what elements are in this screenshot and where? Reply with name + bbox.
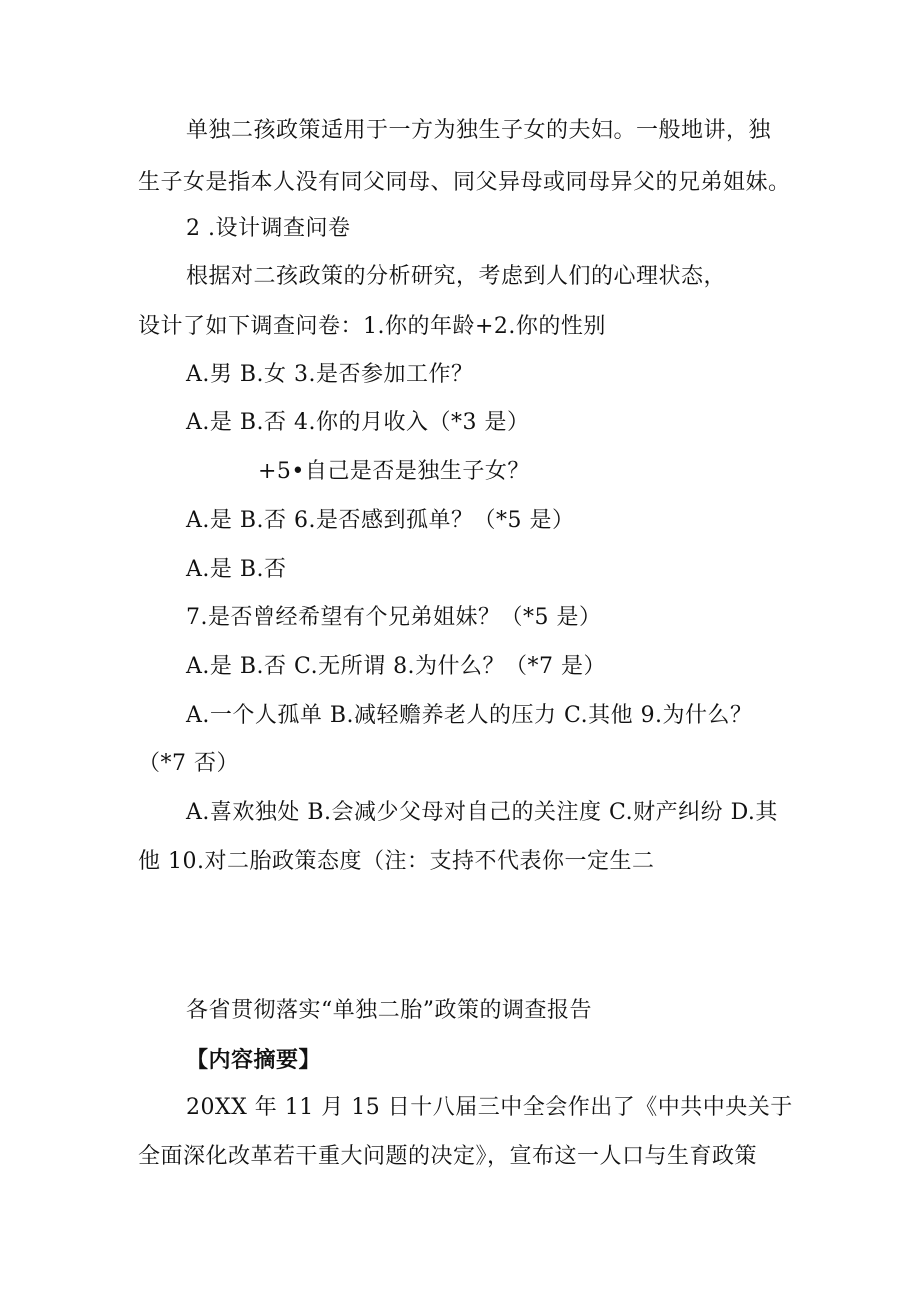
section-heading: 2 .设计调查问卷 — [186, 216, 351, 241]
question-line-6: 7.是否曾经希望有个兄弟姐妹？（*5 是） — [186, 605, 602, 630]
question-line-3: +5•自己是否是独生子女？ — [258, 459, 530, 484]
paragraph-line-2: 生子女是指本人没有同父同母、同父异母或同母异父的兄弟姐妹。 — [138, 170, 791, 195]
question-line-7: A.是 B.否 C.无所谓 8.为什么？（*7 是） — [186, 654, 607, 679]
summary-heading: 【内容摘要】 — [186, 1047, 322, 1073]
question-line-5: A.是 B.否 — [186, 557, 287, 582]
question-line-4: A.是 B.否 6.是否感到孤单？（*5 是） — [186, 508, 575, 533]
question-line-8: A.一个人孤单 B.减轻赡养老人的压力 C.其他 9.为什么？ — [186, 703, 753, 728]
paragraph-line-4: 设计了如下调查问卷：1.你的年龄+2.你的性别 — [138, 314, 606, 339]
question-line-2: A.是 B.否 4.你的月收入（*3 是） — [186, 410, 530, 435]
summary-line-1: 20XX 年 11 月 15 日十八届三中全会作出了《中共中央关于 — [186, 1095, 793, 1120]
question-line-11: 他 10.对二胎政策态度（注：支持不代表你一定生二 — [138, 849, 655, 874]
question-line-10: A.喜欢独处 B.会减少父母对自己的关注度 C.财产纠纷 D.其 — [186, 800, 778, 825]
paragraph-line-1: 单独二孩政策适用于一方为独生子女的夫妇。一般地讲，独 — [186, 118, 772, 143]
question-line-9: （*7 否） — [138, 751, 239, 776]
question-line-1: A.男 B.女 3.是否参加工作？ — [186, 362, 474, 387]
paragraph-line-3: 根据对二孩政策的分析研究，考虑到人们的心理状态， — [186, 264, 727, 289]
summary-line-2: 全面深化改革若干重大问题的决定》，宣布这一人口与生育政策 — [138, 1144, 758, 1169]
report-title: 各省贯彻落实“单独二胎”政策的调查报告 — [186, 998, 592, 1023]
